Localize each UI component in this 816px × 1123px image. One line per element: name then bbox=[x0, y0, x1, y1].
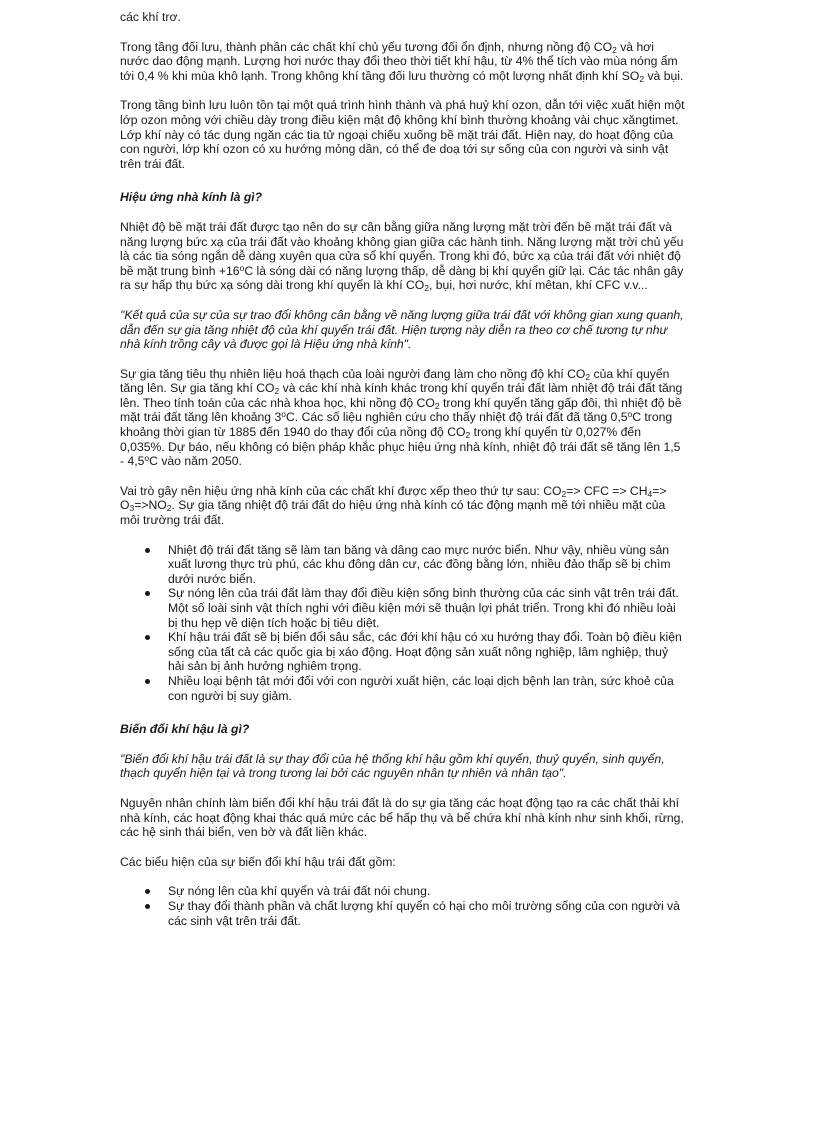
paragraph-stratosphere: Trong tầng bình lưu luôn tồn tại một quá trình hình thành và phá huỷ khí ozon, dẫn tới việc xuất hiện một lớp ozon mỏng với chiều dày trong điều kiện mật độ không khí bình thường khoảng vài chục xăngtimet. Lớp khí này có tác dụng ngăn các tia tử ngoại chiếu xuống bề mặt trái đất. Hiện nay, do hoạt động của con người, lớp khí ozon có xu hướng mỏng dần, có thể đe doạ tới sự sống của con người và sinh vật trên trái đất. bbox=[120, 98, 685, 171]
paragraph-inert-gases: các khí trơ. bbox=[120, 10, 181, 24]
list-item: Sự thay đổi thành phần và chất lượng khí quyển có hại cho môi trường sống của con người và các sinh vật trên trái đất. bbox=[168, 899, 686, 928]
paragraph-surface-temperature: Nhiệt độ bề mặt trái đất được tạo nên do sự cân bằng giữa năng lượng mặt trời đến bề mặt trái đất và năng lượng bức xạ của trái đất vào khoảng không gian giữa các hành tinh. Năng lượng mặt trời chủ yếu là các tia sóng ngắn dễ dàng xuyên qua cửa sổ khí quyển. Trong khi đó, bức xạ của trái đất với nhiệt độ bề mặt trung bình $+16^oC$ là sóng dài có năng lượng thấp, dễ dàng bị khí quyển giữ lại. Các tác nhân gây ra sự hấp thụ bức xạ sóng dài trong khí quyển là khí $CO_2$, bụi, hơi nước, khí mêtan, khí CFC v.v... bbox=[120, 219, 684, 294]
list-item: Khí hậu trái đất sẽ bị biến đổi sâu sắc, các đới khí hậu có xu hướng thay đổi. Toàn bộ điều kiện sống của tất cả các quốc gia bị xáo động. Hoạt động sản xuất nông nghiệp, lâm nghiệp, thuỷ hải sản bị ảnh hưởng nghiêm trọng. bbox=[168, 630, 686, 674]
document-page bbox=[120, 10, 686, 928]
paragraph-manifestations-intro: Các biểu hiện của sự biến đổi khí hậu trái đất gồm: bbox=[120, 854, 396, 869]
quote-greenhouse-definition: "Kết quả của sự của sự trao đổi không cân bằng về năng lượng giữa trái đất với không gian xung quanh, dẫn đến sự gia tăng nhiệt độ của khí quyển trái đất. Hiện tượng này diễn ra theo cơ chế tương tự như nhà kính trồng cây và được gọi là Hiệu ứng nhà kính". bbox=[120, 307, 684, 352]
quote-climate-change-definition: "Biến đổi khí hậu trái đất là sự thay đổi của hệ thống khí hậu gồm khí quyển, thuỷ quyển, sinh quyển, thạch quyển hiện tại và trong tương lai bởi các nguyên nhân tự nhiên và nhân tạo". bbox=[120, 751, 665, 781]
paragraph-main-causes: Nguyên nhân chính làm biến đổi khí hậu trái đất là do sự gia tăng các hoạt động tạo ra các chất thải khí nhà kính, các hoạt động khai thác quá mức các bể hấp thụ và bể chứa khí nhà kính như sinh khối, rừng, các hệ sinh thái biển, ven bờ và đất liền khác. bbox=[120, 795, 684, 840]
list-item: Nhiều loại bệnh tật mới đối với con người xuất hiện, các loại dịch bệnh lan tràn, sức khoẻ của con người bị suy giảm. bbox=[168, 674, 686, 703]
list-item: Sự nóng lên của khí quyển và trái đất nói chung. bbox=[168, 884, 686, 899]
list-item: Nhiệt độ trái đất tăng sẽ làm tan băng và dâng cao mực nước biển. Như vậy, nhiều vùng sản xuất lương thực trù phú, các khu đông dân cư, các đồng bằng lớn, nhiều đảo thấp sẽ bị chìm dưới nước biển. bbox=[168, 543, 686, 587]
paragraph-troposphere: Trong tầng đối lưu, thành phần các chất khí chủ yếu tương đối ổn định, nhưng nồng độ $CO_2$ và hơi nước dao động mạnh. Lượng hơi nước thay đổi theo thời tiết khí hậu, từ 4% thể tích vào mùa nóng ẩm tới 0,4 % khi mùa khô lạnh. Trong không khí tầng đối lưu thường có một lượng nhất định khí $SO_2$ và bụi. bbox=[120, 39, 684, 84]
paragraph-gas-ranking: Vai trò gây nên hiệu ứng nhà kính của các chất khí được xếp theo thứ tự sau: $CO_2=>$ CFC => $CH_4=> O_3=>NO_2$. Sự gia tăng nhiệt độ trái đất do hiệu ứng nhà kính có tác động mạnh mẽ tới nhiều mặt của môi trường trái đất. bbox=[120, 483, 667, 528]
heading-climate-change: Biến đổi khí hậu là gì? bbox=[120, 722, 250, 737]
list-item: Sự nóng lên của trái đất làm thay đổi điều kiện sống bình thường của các sinh vật trên trái đất. Một số loài sinh vật thích nghi với điều kiện mới sẽ thuận lợi phát triển. Trong khi đó nhiều loài bị thu hẹp về diện tích hoặc bị tiêu diệt. bbox=[168, 586, 686, 630]
heading-greenhouse-effect: Hiệu ứng nhà kính là gì? bbox=[120, 190, 263, 205]
bullet-list-impacts bbox=[120, 543, 686, 704]
paragraph-fossil-fuel: Sự gia tăng tiêu thụ nhiên liệu hoá thạch của loài người đang làm cho nồng độ khí $CO_2$ của khí quyển tăng lên. Sự gia tăng khí $CO_2$ và các khí nhà kính khác trong khí quyển trái đất làm nhiệt độ trái đất tăng lên. Theo tính toán của các nhà khoa học, khi nồng độ $CO_2$ trong khí quyển tăng gấp đôi, thì nhiệt độ bề mặt trái đất tăng lên khoảng 3$^o$C. Các số liệu nghiên cứu cho thấy nhiệt độ trái đất đã tăng 0,5$^o$C trong khoảng thời gian từ 1885 đến 1940 do thay đổi của nồng độ $CO_2$ trong khí quyển từ 0,027% đến 0,035%. Dự báo, nếu không có biện pháp khắc phục hiệu ứng nhà kính, nhiệt độ trái đất sẽ tăng lên 1,5 - 4,5$^o$C vào năm 2050. bbox=[120, 366, 683, 469]
bullet-list-manifestations bbox=[120, 884, 686, 928]
